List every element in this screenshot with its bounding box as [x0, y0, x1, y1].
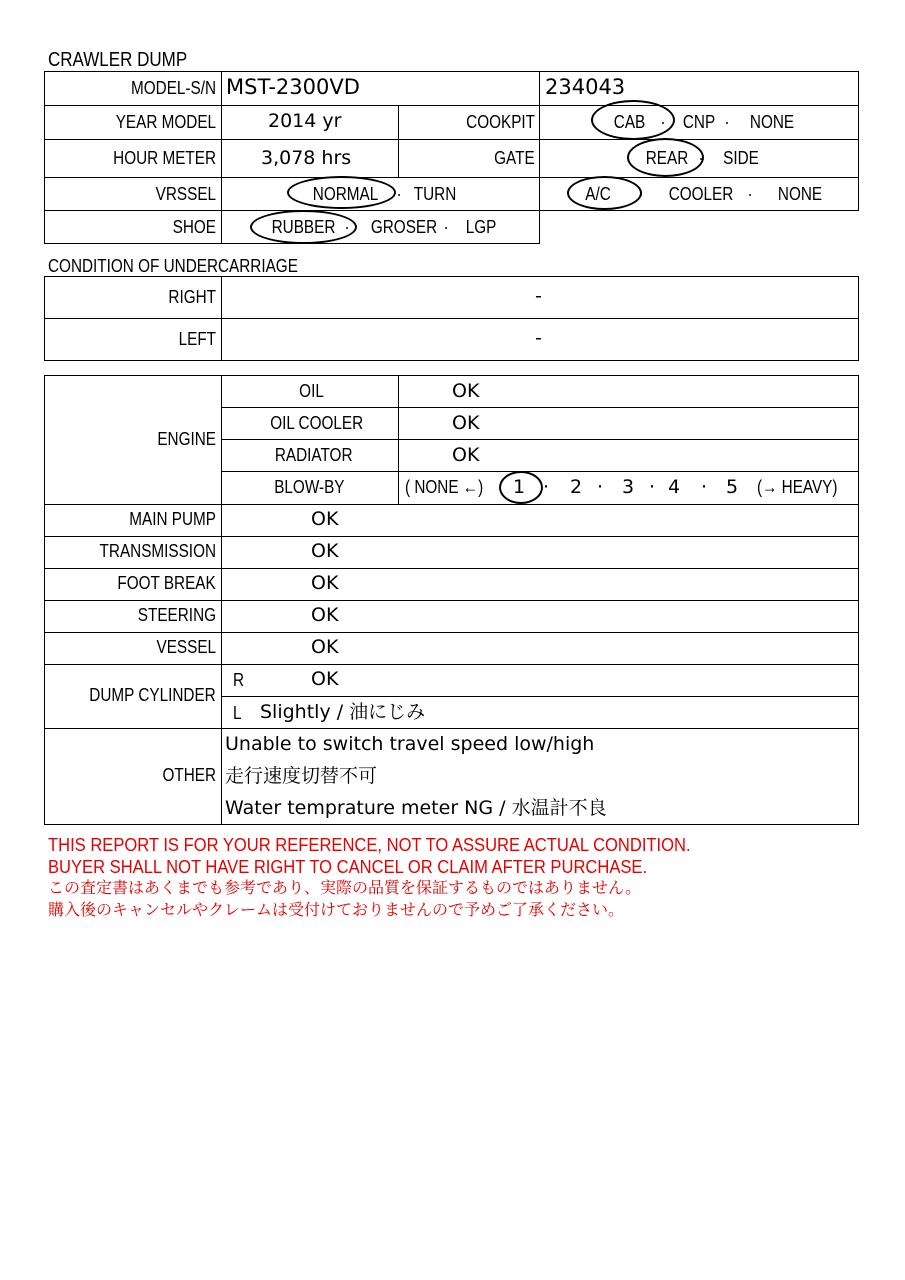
cookpit-option-cnp: CNP: [682, 112, 716, 132]
blowby-level-2: 2: [570, 476, 583, 498]
blowby-label: BLOW-BY: [274, 477, 345, 497]
main-pump-label: MAIN PUMP: [129, 509, 216, 529]
blowby-separator: ·: [543, 476, 550, 498]
blowby-level-1: 1: [513, 476, 526, 498]
foot-break-label: FOOT BREAK: [117, 573, 216, 593]
blowby-scale-prefix: ( NONE ←): [405, 477, 484, 497]
ac-separator: ·: [638, 184, 644, 204]
blowby-scale-suffix: (→ HEAVY): [757, 477, 838, 497]
gate-selected-circle: [627, 138, 704, 177]
cookpit-label: COOKPIT: [466, 112, 535, 132]
cookpit-option-none: NONE: [749, 112, 795, 132]
disclaimer-line-1: THIS REPORT IS FOR YOUR REFERENCE, NOT TO ASSURE ACTUAL CONDITION.: [48, 835, 691, 855]
cookpit-option-cab: CAB: [613, 112, 646, 132]
blowby-separator: ·: [597, 476, 604, 498]
shoe-label: SHOE: [172, 217, 216, 237]
ac-option-none: NONE: [777, 184, 823, 204]
vessel-condition-value: OK: [311, 636, 339, 658]
shoe-separator: ·: [344, 217, 350, 237]
blowby-selected-circle: [499, 471, 543, 504]
radiator-label: RADIATOR: [274, 445, 353, 465]
shoe-separator: ·: [443, 217, 449, 237]
disclaimer-line-3: この査定書はあくまでも参考であり、実際の品質を保証するものではありません。: [48, 878, 641, 897]
vessel-type-label: VRSSEL: [155, 184, 216, 204]
blowby-level-3: 3: [622, 476, 635, 498]
hours-value: 3,078 hrs: [261, 147, 352, 169]
shoe-option-lgp: LGP: [465, 217, 497, 237]
disclaimer-line-4: 購入後のキャンセルやクレームは受付けておりませんので予めご了承ください。: [48, 900, 625, 919]
cookpit-separator: ·: [660, 112, 666, 132]
other-line-2: 走行速度切替不可: [225, 765, 378, 787]
document-title: CRAWLER DUMP: [48, 49, 188, 71]
oil-value: OK: [452, 380, 480, 402]
steering-label: STEERING: [137, 605, 216, 625]
blowby-separator: ·: [701, 476, 708, 498]
dump-cylinder-label: DUMP CYLINDER: [89, 685, 216, 705]
shoe-option-rubber: RUBBER: [271, 217, 336, 237]
serial-value: 234043: [545, 75, 626, 99]
other-line-3: Water temprature meter NG / 水温計不良: [225, 797, 607, 819]
steering-value: OK: [311, 604, 339, 626]
year-model-label: YEAR MODEL: [115, 112, 216, 132]
blowby-level-4: 4: [668, 476, 681, 498]
undercarriage-left-label: LEFT: [178, 329, 216, 349]
undercarriage-left-value: -: [535, 327, 542, 349]
vessel-option-turn: TURN: [413, 184, 457, 204]
vessel-option-normal: NORMAL: [312, 184, 379, 204]
shoe-selected-circle: [250, 210, 357, 244]
cookpit-selected-circle: [591, 100, 675, 140]
radiator-value: OK: [452, 444, 480, 466]
oil-cooler-label: OIL COOLER: [270, 413, 364, 433]
cookpit-separator: ·: [724, 112, 730, 132]
ac-option-cooler: COOLER: [668, 184, 734, 204]
transmission-label: TRANSMISSION: [99, 541, 216, 561]
vessel-separator: ·: [396, 184, 402, 204]
model-sn-label: MODEL-S/N: [130, 78, 216, 98]
dump-l-value: Slightly / 油にじみ: [260, 701, 426, 723]
gate-separator: ·: [698, 148, 704, 168]
vessel-condition-label: VESSEL: [156, 637, 216, 657]
gate-option-side: SIDE: [723, 148, 759, 168]
undercarriage-heading: CONDITION OF UNDERCARRIAGE: [48, 256, 298, 276]
gate-label: GATE: [494, 148, 535, 168]
engine-label: ENGINE: [157, 429, 216, 449]
vessel-selected-circle: [287, 176, 396, 209]
oil-label: OIL: [299, 381, 324, 401]
blowby-level-5: 5: [726, 476, 739, 498]
year-value: 2014 yr: [268, 110, 342, 132]
gate-option-rear: REAR: [645, 148, 689, 168]
oil-cooler-value: OK: [452, 412, 480, 434]
disclaimer-line-2: BUYER SHALL NOT HAVE RIGHT TO CANCEL OR CLAIM AFTER PURCHASE.: [48, 857, 648, 877]
dump-l-label: L: [233, 703, 242, 723]
blowby-separator: ·: [649, 476, 656, 498]
undercarriage-right-value: -: [535, 285, 542, 307]
undercarriage-table: [44, 276, 859, 361]
main-pump-value: OK: [311, 508, 339, 530]
foot-break-value: OK: [311, 572, 339, 594]
ac-option-ac: A/C: [585, 184, 611, 204]
dump-r-value: OK: [311, 668, 339, 690]
other-label: OTHER: [162, 765, 216, 785]
dump-r-label: R: [233, 670, 245, 690]
shoe-option-groser: GROSER: [370, 217, 438, 237]
undercarriage-right-label: RIGHT: [168, 287, 216, 307]
ac-separator: ·: [747, 184, 753, 204]
other-line-1: Unable to switch travel speed low/high: [225, 733, 595, 755]
ac-selected-circle: [567, 176, 642, 210]
hour-meter-label: HOUR METER: [113, 148, 216, 168]
transmission-value: OK: [311, 540, 339, 562]
model-value: MST-2300VD: [226, 75, 360, 99]
